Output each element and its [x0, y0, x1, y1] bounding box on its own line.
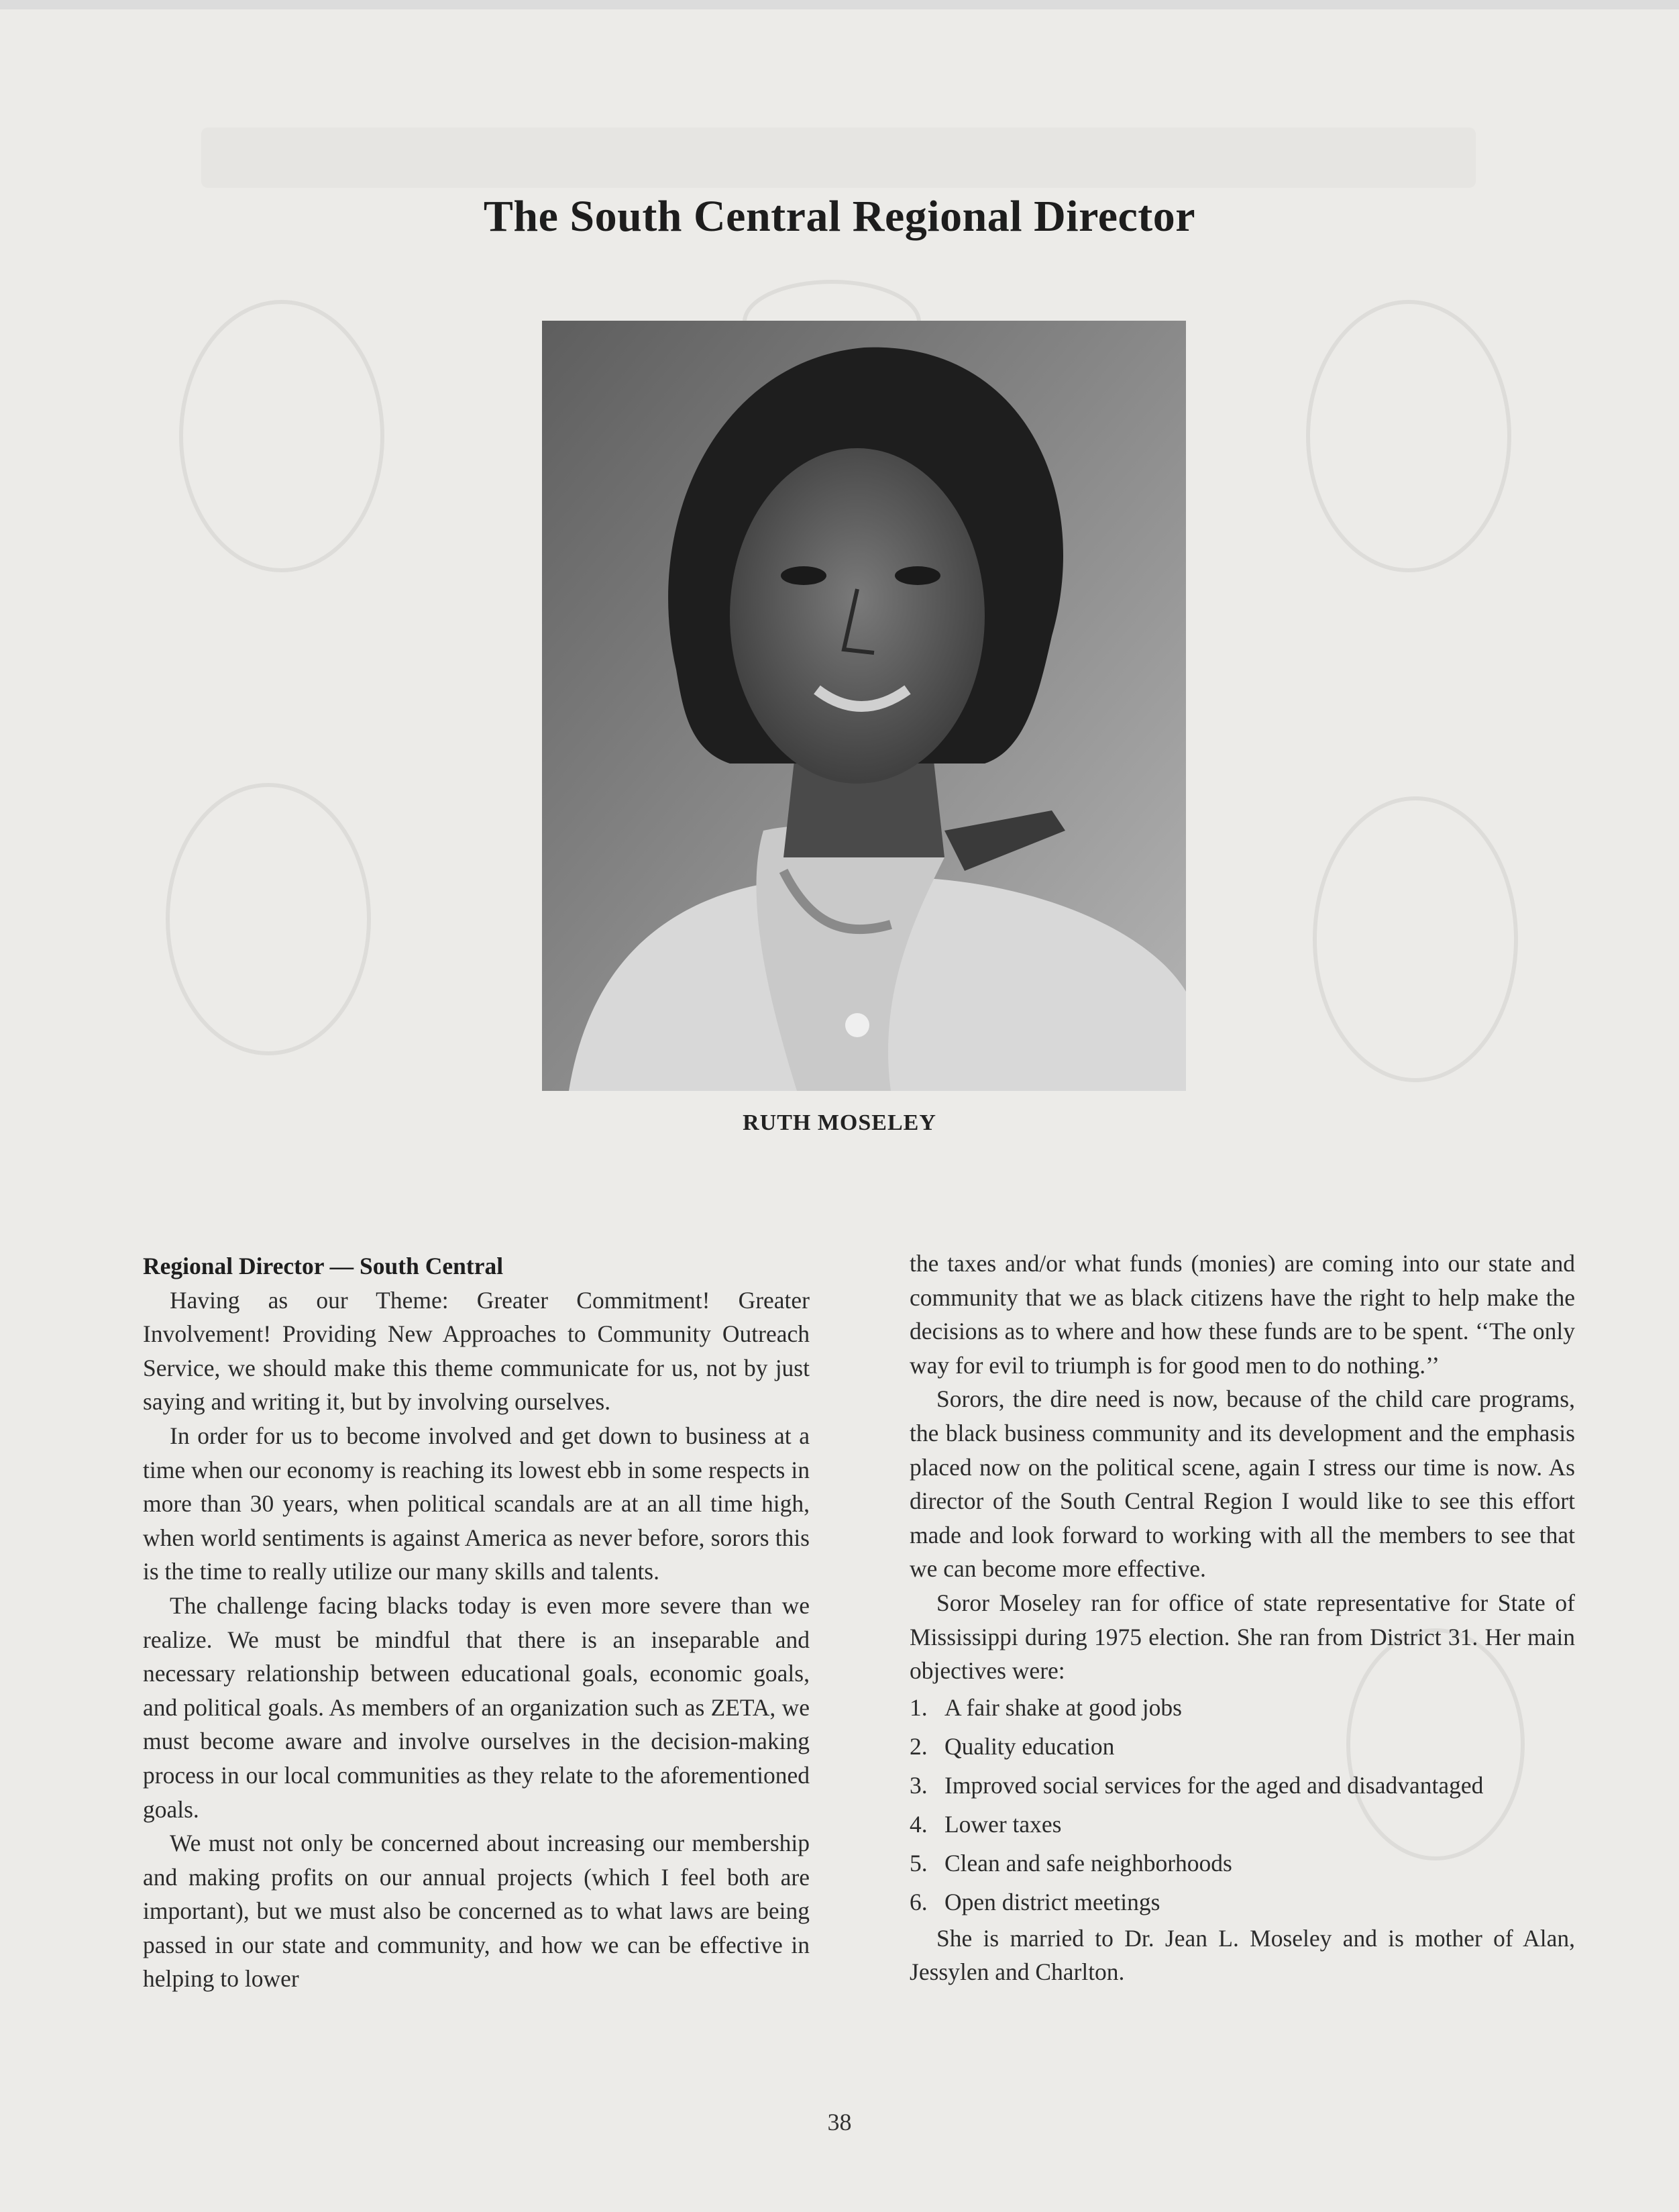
list-item	[910, 1688, 1575, 1727]
body-paragraph: We must not only be concerned about increasing our membership and making profits on our annual projects (which I feel both are important), but we must also be concerned as to what laws are being passed in our state and community, and how we can be effective in helping to lower	[143, 1830, 810, 1993]
list-text: Open district meetings	[944, 1888, 1160, 1915]
list-text: Lower taxes	[944, 1810, 1062, 1838]
right-column	[910, 1247, 1575, 1989]
section-heading: Regional Director — South Central	[143, 1253, 504, 1279]
list-item	[910, 1883, 1575, 1921]
objectives-list	[910, 1688, 1575, 1921]
list-text: Clean and safe neighborhoods	[944, 1849, 1232, 1877]
page-title: The South Central Regional Director	[483, 192, 1196, 241]
page-number: 38	[827, 2109, 852, 2136]
body-paragraph: Soror Moseley ran for office of state representative for State of Mississippi during 1975 election. She ran from District 31. Her main objectives were:	[910, 1589, 1575, 1685]
left-column	[143, 1249, 810, 1996]
list-number: 6.	[910, 1888, 928, 1915]
photo-caption: RUTH MOSELEY	[743, 1110, 936, 1135]
body-paragraph-continued: the taxes and/or what funds (monies) are coming into our state and community that we as black citizens have the right to help make the decisions as to where and how these funds are to be spent. ‘‘The only way for evil to triumph is for good men to do nothing.’’	[910, 1250, 1575, 1379]
list-number: 2.	[910, 1732, 928, 1760]
list-item	[910, 1805, 1575, 1844]
body-paragraph: Sorors, the dire need is now, because of the child care programs, the black business community and its development and the emphasis placed now on the political scene, again I stress our time is now. As director of the South Central Region I would like to see this effort made and look forward to working with all the members to see that we can become more effective.	[910, 1385, 1575, 1583]
list-item	[910, 1844, 1575, 1883]
list-item	[910, 1727, 1575, 1766]
body-paragraph: The challenge facing blacks today is even more severe than we realize. We must be mindful that there is an inseparable and necessary relationship between educational goals, economic goals, and political goals. As members of an organization such as ZETA, we must become aware and involve ourselves in the decision-making process in our local communities as they relate to the aforementioned goals.	[143, 1591, 810, 1823]
list-text: A fair shake at good jobs	[944, 1693, 1182, 1721]
portrait-photo	[542, 321, 1186, 1091]
list-number: 4.	[910, 1810, 928, 1838]
list-number: 1.	[910, 1693, 928, 1721]
list-text: Improved social services for the aged and disadvantaged	[944, 1771, 1484, 1799]
scan-edge	[0, 0, 1679, 9]
list-text: Quality education	[944, 1732, 1115, 1760]
closing-paragraph: She is married to Dr. Jean L. Moseley and is mother of Alan, Jessylen and Charlton.	[910, 1924, 1575, 1986]
body-paragraph: In order for us to become involved and get down to business at a time when our economy is reaching its lowest ebb in some respects in more than 30 years, when political scandals are at an all time high, when world sentiments is against America as never before, sorors this is the time to really utilize our many skills and talents.	[143, 1422, 810, 1585]
list-number: 3.	[910, 1771, 928, 1799]
body-paragraph: Having as our Theme: Greater Commitment! Greater Involvement! Providing New Approaches to Community Outreach Service, we should make this theme communicate for us, not by just saying and writing it, but by involving ourselves.	[143, 1286, 810, 1416]
list-number: 5.	[910, 1849, 928, 1877]
list-item	[910, 1766, 1575, 1805]
